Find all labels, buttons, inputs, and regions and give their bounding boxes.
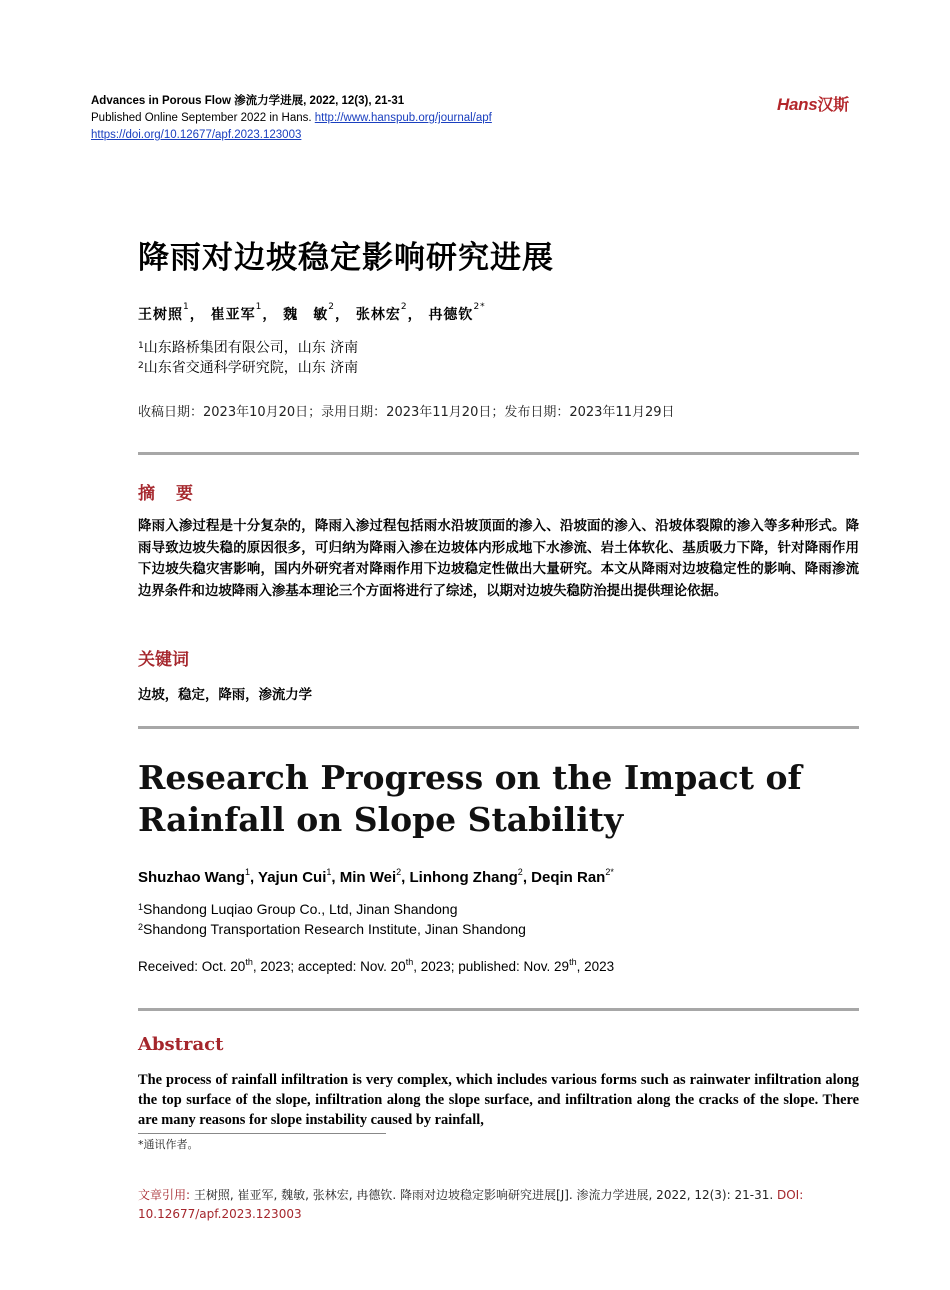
chinese-affiliation-1: $^1$山东路桥集团有限公司，山东 济南 — [138, 340, 359, 356]
chinese-title: 降雨对边坡稳定影响研究进展 — [138, 240, 554, 276]
citation-text: 王树照, 崔亚军, 魏敏, 张林宏, 冉德钦. 降雨对边坡稳定影响研究进展[J]. 渗流力学进展, 2022, 12(3): 21-31. — [193, 1188, 774, 1202]
author: 张林宏 — [355, 307, 401, 323]
chinese-dates: 收稿日期：2023年10月20日；录用日期：2023年11月20日；发布日期：2023年11月29日 — [138, 405, 675, 420]
citation-doi[interactable]: DOI: 10.12677/apf.2023.123003 — [138, 1188, 804, 1221]
journal-url-link[interactable]: http://www.hanspub.org/journal/apf — [314, 112, 492, 124]
author: 冉德钦 — [428, 307, 474, 323]
journal-issue: 渗流力学进展, 2022, 12(3), 21-31 — [234, 95, 405, 107]
published-online: Published Online September 2022 in Hans. — [91, 112, 312, 124]
english-affiliation-1: $^1$Shandong Luqiao Group Co., Ltd, Jinan Shandong — [138, 901, 458, 917]
publication-line — [91, 110, 492, 126]
english-abstract: The process of rainfall infiltration is very complex, which includes various forms such as rainwater infiltration along the top surface of the slope, infiltration along the slope surface, and infiltration along the cracks of the slope. There are many reasons for slope instability caused by rainfall, — [138, 1072, 859, 1128]
footnote-divider — [138, 1133, 386, 1134]
section-divider — [138, 726, 859, 729]
english-dates: Received: Oct. 20th, 2023; accepted: Nov. 20th, 2023; published: Nov. 29th, 2023 — [138, 957, 615, 974]
doi-url-link[interactable]: https://doi.org/10.12677/apf.2023.123003 — [91, 129, 302, 141]
author: 王树照 — [138, 307, 183, 323]
section-divider — [138, 452, 859, 455]
section-divider — [138, 1008, 859, 1011]
chinese-authors: 王树照$^1$， 崔亚军$^1$， 魏 敏$^2$， 张林宏$^2$， 冉德钦$^{2*}$ — [138, 302, 486, 323]
chinese-affiliation-2: $^2$山东省交通科学研究院，山东 济南 — [138, 360, 359, 376]
journal-header-line — [91, 93, 404, 109]
english-authors: Shuzhao Wang$^1$, Yajun Cui$^1$, Min Wei$^2$, Linhong Zhang$^2$, Deqin Ran$^{2*}$ — [138, 867, 614, 886]
english-affiliation-2: $^2$Shandong Transportation Research Institute, Jinan Shandong — [138, 921, 526, 937]
keywords-heading: 关键词 — [138, 650, 189, 670]
journal-name: Advances in Porous Flow — [91, 95, 231, 107]
author: 魏 敏 — [283, 307, 329, 323]
citation-label: 文章引用: — [138, 1188, 191, 1202]
author: 崔亚军 — [210, 307, 256, 323]
chinese-keywords: 边坡，稳定，降雨，渗流力学 — [138, 688, 313, 703]
english-title: Research Progress on the Impact of Rainfall on Slope Stability — [138, 758, 802, 839]
citation — [138, 1186, 859, 1224]
chinese-abstract: 降雨入渗过程是十分复杂的，降雨入渗过程包括雨水沿坡顶面的渗入、沿坡面的渗入、沿坡体裂隙的渗入等多种形式。降雨导致边坡失稳的原因很多，可归纳为降雨入渗在边坡体内形成地下水渗流、岩土体软化、基质吸力下降，针对降雨作用下边坡失稳灾害影响，国内外研究者对降雨作用下边坡稳定性做出大量研究。本文从降雨对边坡稳定性的影响、降雨渗流边界条件和边坡降雨入渗基本理论三个方面将进行了综述，以期对边坡失稳防治提出提供理论依据。 — [138, 519, 859, 599]
corresponding-author-note: *通讯作者。 — [138, 1138, 199, 1151]
doi-line — [91, 127, 301, 143]
chinese-abstract-heading: 摘 要 — [138, 484, 195, 504]
english-abstract-heading: Abstract — [138, 1034, 224, 1055]
hans-logo: Hans汉斯 — [777, 95, 849, 114]
